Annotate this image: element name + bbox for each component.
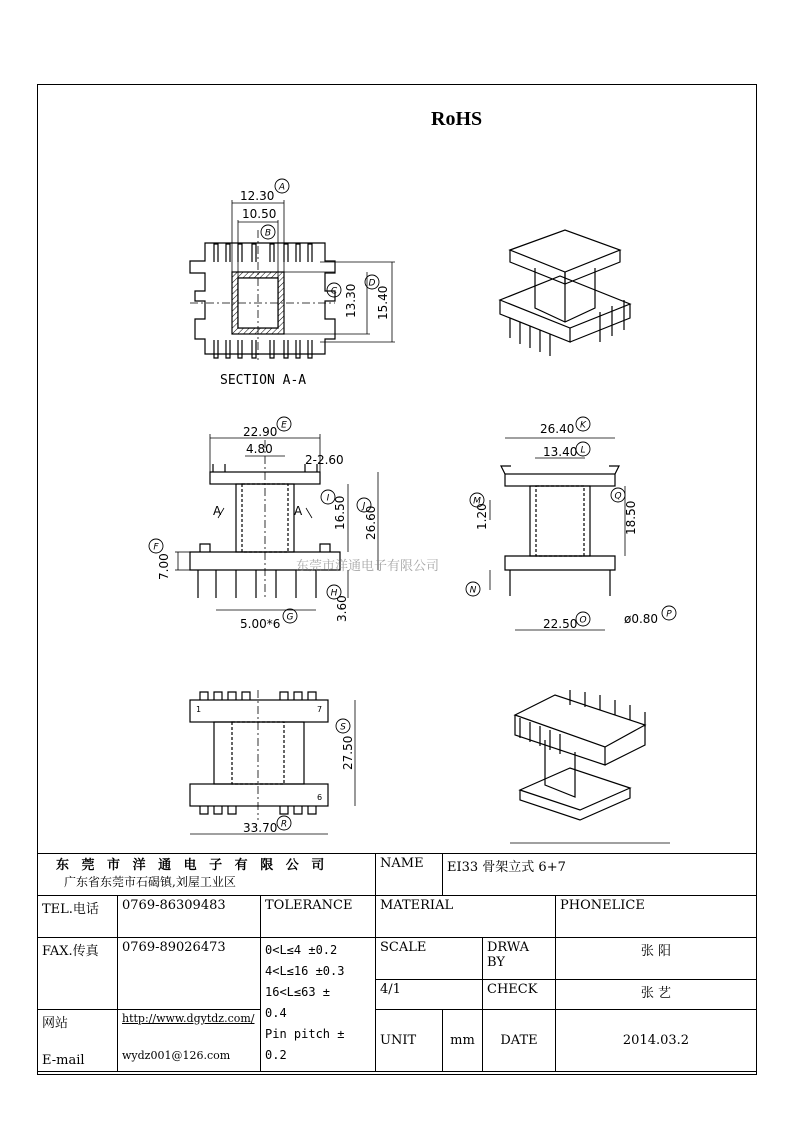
- balloon-label: N: [469, 585, 477, 596]
- dim-h: 3.60: [335, 595, 349, 622]
- watermark: 东莞市洋通电子有限公司: [296, 559, 440, 574]
- drawn-by: 张 阳: [556, 938, 757, 980]
- balloon-label: D: [368, 278, 376, 289]
- section-view: [190, 200, 395, 360]
- bottom-view: [190, 690, 355, 834]
- balloon-label: E: [281, 420, 287, 431]
- tolerance-line: Pin pitch ±: [265, 1027, 345, 1041]
- balloon-label: O: [579, 615, 587, 626]
- drawn-label-1: DRWA: [487, 940, 530, 955]
- phonelice-label: PHONELICE: [556, 896, 757, 938]
- dim-s: 27.50: [341, 735, 355, 770]
- balloon-label: Q: [614, 491, 622, 502]
- dim-k: 26.40: [540, 422, 575, 436]
- dim-a: 12.30: [240, 189, 275, 203]
- section-mark-left: A: [213, 504, 222, 518]
- section-top-comb: [214, 244, 312, 262]
- website-link[interactable]: http://www.dgytdz.com/: [122, 1012, 255, 1025]
- company-name: 东 莞 市 洋 通 电 子 有 限 公 司: [56, 858, 329, 873]
- dim-b: 10.50: [242, 207, 277, 221]
- section-bottom-comb: [214, 340, 312, 358]
- balloon-label: B: [264, 228, 272, 239]
- drawn-label-2: BY: [487, 955, 505, 970]
- dim-l: 13.40: [543, 445, 578, 459]
- tolerance-line: 4<L≤16 ±0.3: [265, 964, 345, 978]
- pin-mark-6: 6: [317, 793, 323, 802]
- tel-value: 0769-86309483: [118, 896, 261, 938]
- balloon-label: M: [473, 496, 481, 507]
- section-mark-right: A: [294, 504, 303, 518]
- pin-mark-7: 7: [317, 705, 323, 714]
- tel-label: TEL.电话: [38, 896, 118, 938]
- balloon-label: R: [280, 819, 288, 830]
- balloon-label: A: [278, 182, 286, 193]
- tolerance-line: 0.4: [265, 1006, 287, 1020]
- unit-value: mm: [443, 1010, 483, 1072]
- dim-j: 26.60: [364, 505, 378, 540]
- unit-label: UNIT: [376, 1010, 443, 1072]
- dim-c: 13.30: [344, 283, 358, 318]
- tolerance-line: 0<L≤4 ±0.2: [265, 943, 338, 957]
- dim-d: 15.40: [376, 285, 390, 320]
- tolerance-values: [261, 938, 376, 1072]
- balloon-label: C: [330, 286, 338, 297]
- drawn-label: [483, 938, 556, 980]
- dim-i: 16.50: [333, 495, 347, 530]
- balloon-label: H: [330, 588, 338, 599]
- dim-p: ø0.80: [624, 612, 659, 626]
- dim-d226: 2-2.60: [305, 453, 344, 467]
- balloon-label: L: [580, 445, 586, 456]
- scale-label: SCALE: [376, 938, 483, 980]
- date-label: DATE: [483, 1010, 556, 1072]
- title-block: [37, 853, 757, 1072]
- dim-q: 18.50: [624, 500, 638, 535]
- rohs-label: RoHS: [431, 108, 483, 130]
- balloon-label: F: [153, 542, 159, 553]
- scale-value: 4/1: [376, 980, 483, 1010]
- name-value: EI33 骨架立式 6+7: [443, 854, 757, 896]
- date-value: 2014.03.2: [556, 1010, 757, 1072]
- fax-label: FAX.传真: [38, 938, 118, 1010]
- dim-e: 22.90: [243, 425, 278, 439]
- email-label: E-mail: [42, 1053, 85, 1068]
- dim-m: 1.20: [475, 503, 489, 530]
- balloon-group: [149, 179, 676, 830]
- isometric-view-bottom: [515, 690, 645, 820]
- dim-g: 5.00*6: [240, 617, 281, 631]
- dim-w48: 4.80: [246, 442, 273, 456]
- balloon-label: K: [580, 420, 586, 431]
- balloon-label: J: [362, 501, 366, 512]
- isometric-view-top: [500, 230, 630, 356]
- dim-r: 33.70: [243, 821, 278, 835]
- fax-value: 0769-89026473: [118, 938, 261, 1010]
- front-view: [175, 434, 378, 610]
- checked-by: 张 艺: [556, 980, 757, 1010]
- side-view: [490, 438, 625, 630]
- pin-mark-1: 1: [196, 705, 202, 714]
- balloon-label: S: [340, 722, 346, 733]
- tolerance-label: TOLERANCE: [261, 896, 376, 938]
- web-email-values: [118, 1010, 261, 1072]
- company-address: 广东省东莞市石碣镇,刘屋工业区: [64, 875, 236, 889]
- web-email-labels: [38, 1010, 118, 1072]
- balloon-label: G: [286, 612, 294, 623]
- email-value: wydz001@126.com: [122, 1049, 231, 1062]
- dim-f: 7.00: [157, 553, 171, 580]
- web-label: 网站: [42, 1016, 69, 1031]
- check-label: CHECK: [483, 980, 556, 1010]
- dim-o: 22.50: [543, 617, 578, 631]
- material-label: MATERIAL: [376, 896, 556, 938]
- section-caption: SECTION A-A: [220, 373, 307, 388]
- tolerance-line: 16<L≤63 ±: [265, 985, 331, 999]
- balloon-label: I: [326, 493, 330, 504]
- balloon-label: P: [666, 609, 672, 620]
- name-label: NAME: [376, 854, 443, 896]
- tolerance-line: 0.2: [265, 1048, 287, 1062]
